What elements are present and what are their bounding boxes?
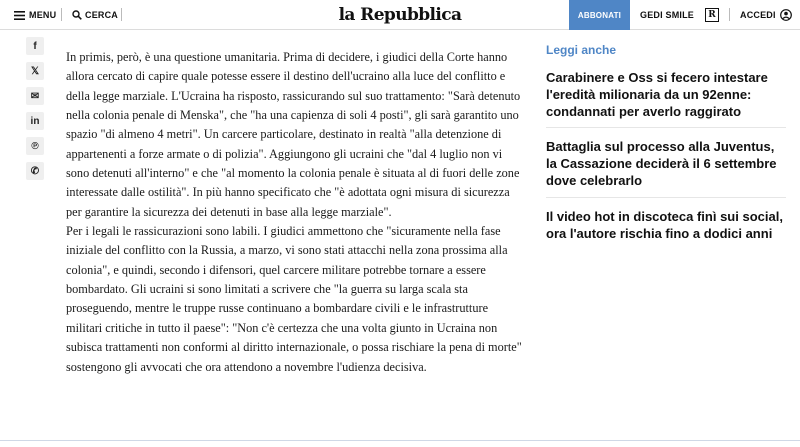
divider xyxy=(0,440,800,441)
related-article-link[interactable]: Il video hot in discoteca finì sui social, ora l'autore rischia fino a dodici anni xyxy=(546,209,783,241)
header-divider xyxy=(61,8,62,21)
header-divider xyxy=(729,8,730,21)
hamburger-icon xyxy=(14,11,25,20)
search-button[interactable] xyxy=(72,0,118,30)
share-linkedin-button[interactable] xyxy=(26,112,44,130)
related-title: Leggi anche xyxy=(546,43,617,57)
article-paragraph: In primis, però, è una questione umanitaria. Prima di decidere, i giudici della Corte hanno allora cercato di capire quale potesse essere il destino dell'ucraino alla luce del conflitto e della legge marziale. L'Ucraina ha risposto, rassicurando sul suo trattamento: "Sarà detenuto nella colonia penale di Menska", che "ha una capienza di soli 4 posti", gli sarà garantito uno spazio "di almeno 4 metri". Un carcere particolare, destinato in realtà "alla detenzione di appartenenti a forze armate o di polizia". Aggiungono gli ucraini che "dal 4 luglio non vi sono detenuti all'interno" e che "al momento la colonia penale è situata al di fuori delle zone interessate dalle ostilità". In più hanno specificato che "è adottata ogni misura di sicurezza per garantire la sicurezza dei detenuti in base alla legge marziale". xyxy=(66,50,521,219)
share-mail-button[interactable] xyxy=(26,87,44,105)
linkedin-icon: in xyxy=(30,115,40,127)
gedi-smile-link[interactable]: GEDI SMILE xyxy=(640,10,695,20)
article-paragraph: Per i legali le rassicurazioni sono labili. I giudici ammettono che "sicuramente nella fase iniziale del conflitto con la Russia, a marzo, vi sono stati attacchi nella zona prossima alla colonia", e quindi, secondo i difensori, quel carcere militare potrebbe tornare a essere bombardato. Gli ucraini si sono limitati a scrivere che "la guerra su larga scala sta proseguendo, mentre le truppe russe continuano a bombardare civili e le infrastrutture militari critiche in tutto il paese": "Non c'è certezza che una volta giunto in Ucraina non subisca trattamenti non conformi al diritto internazionale, o possa rischiare la pena di morte" sostengono gli avvocati che ora attendono a novembre l'udienza decisiva. xyxy=(66,224,522,374)
share-rail xyxy=(26,37,44,187)
user-icon xyxy=(780,9,792,21)
share-x-button[interactable] xyxy=(26,62,44,80)
header-divider xyxy=(121,8,122,21)
search-icon xyxy=(72,10,82,20)
related-article-link[interactable]: Battaglia sul processo alla Juventus, la Cassazione deciderà il 6 settembre dove celebrarlo xyxy=(546,139,777,188)
share-pinterest-button[interactable] xyxy=(26,137,44,155)
search-label: CERCA xyxy=(85,10,119,20)
whatsapp-icon: ✆ xyxy=(30,165,40,177)
divider xyxy=(546,127,786,128)
mail-icon: ✉ xyxy=(30,90,40,102)
pinterest-icon: ℗ xyxy=(31,140,39,152)
subscribe-button[interactable]: ABBONATI xyxy=(569,0,630,30)
related-article-link[interactable]: Carabinere e Oss si fecero intestare l'eredità milionaria da un 92enne: condannati per averlo raggirato xyxy=(546,70,768,119)
login-button[interactable] xyxy=(740,0,792,30)
menu-button[interactable] xyxy=(14,0,56,30)
facebook-icon: f xyxy=(33,40,37,52)
share-whatsapp-button[interactable] xyxy=(26,162,44,180)
related-sidebar xyxy=(546,43,786,241)
divider xyxy=(546,197,786,198)
rep-plus-icon[interactable]: R xyxy=(705,8,719,22)
top-header xyxy=(0,0,800,30)
share-facebook-button[interactable] xyxy=(26,37,44,55)
menu-label: MENU xyxy=(29,10,57,20)
article-body xyxy=(66,48,524,377)
x-icon: 𝕏 xyxy=(30,65,40,77)
login-label: ACCEDI xyxy=(740,10,776,20)
site-logo[interactable]: la Repubblica xyxy=(338,5,462,25)
